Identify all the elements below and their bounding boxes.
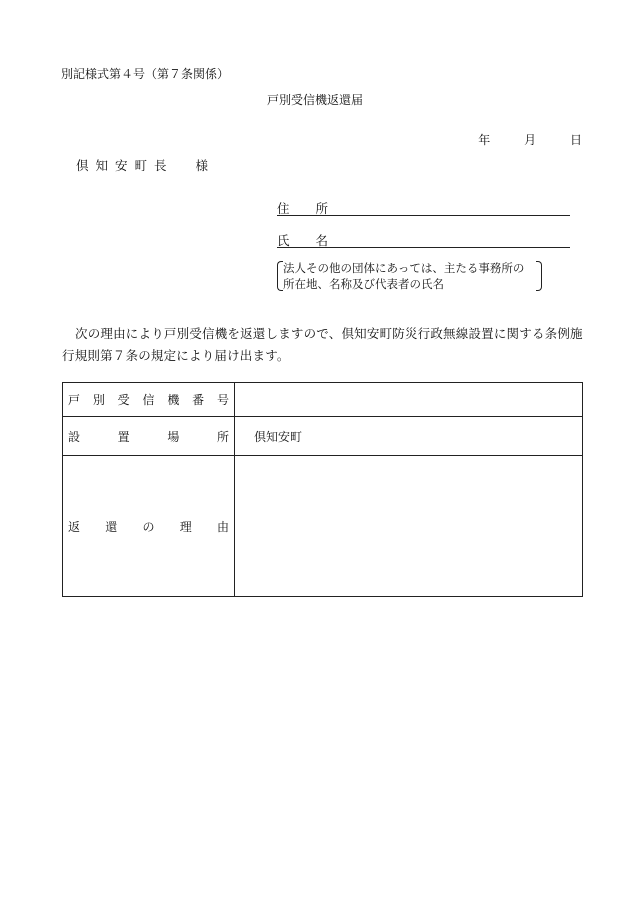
form-number-label: 別記様式第４号（第７条関係）: [61, 67, 230, 81]
addressee: [76, 156, 208, 174]
label-char: 理: [179, 519, 192, 534]
return-reason-value[interactable]: [235, 456, 583, 597]
label-char: 機: [167, 393, 180, 407]
name-field[interactable]: [277, 231, 570, 248]
corporate-note-line1: 法人その他の団体にあっては、主たる事務所の: [283, 261, 525, 275]
body-paragraph: 次の理由により戸別受信機を返還しますので、倶知安町防災行政無線設置に関する条例施行規則第７条の規定により届け出ます。: [62, 326, 583, 363]
right-bracket: [536, 261, 542, 291]
label-char: 置: [117, 429, 130, 444]
corporate-note-line2: 所在地、名称及び代表者の氏名: [283, 277, 444, 291]
name-label: 氏名: [277, 233, 355, 248]
label-char: 番: [192, 393, 205, 407]
address-label: 住所: [277, 201, 355, 216]
label-char: 所: [216, 429, 229, 444]
date-year-label: 年: [478, 133, 491, 147]
receiver-number-value[interactable]: [235, 383, 583, 417]
table-row: [63, 417, 583, 456]
addressee-name: 倶知安町長: [76, 158, 174, 173]
label-char: 設: [68, 429, 81, 444]
label-char: 戸: [68, 393, 81, 407]
label-char: 号: [216, 393, 229, 407]
label-char: の: [142, 519, 155, 534]
return-form-table: [62, 382, 583, 597]
label-char: 由: [216, 519, 229, 534]
return-reason-label-cell: [63, 456, 235, 597]
label-char: 信: [142, 393, 155, 407]
left-bracket: [277, 261, 283, 291]
corporate-note: [277, 260, 524, 292]
label-char: 還: [105, 519, 118, 534]
install-location-label-cell: [63, 417, 235, 456]
label-char: 受: [117, 393, 130, 407]
address-field[interactable]: [277, 199, 570, 216]
document-title: 戸別受信機返還届: [266, 93, 363, 107]
date-month-label: 月: [524, 133, 537, 147]
table-row: [63, 456, 583, 597]
receiver-number-label-cell: [63, 383, 235, 417]
addressee-honorific: 様: [195, 158, 209, 173]
date-line: [464, 131, 582, 148]
table-row: [63, 383, 583, 417]
label-char: 別: [92, 393, 105, 407]
install-location-value[interactable]: 倶知安町: [235, 417, 583, 456]
date-day-label: 日: [569, 133, 582, 147]
label-char: 場: [167, 429, 180, 444]
label-char: 返: [68, 519, 81, 534]
